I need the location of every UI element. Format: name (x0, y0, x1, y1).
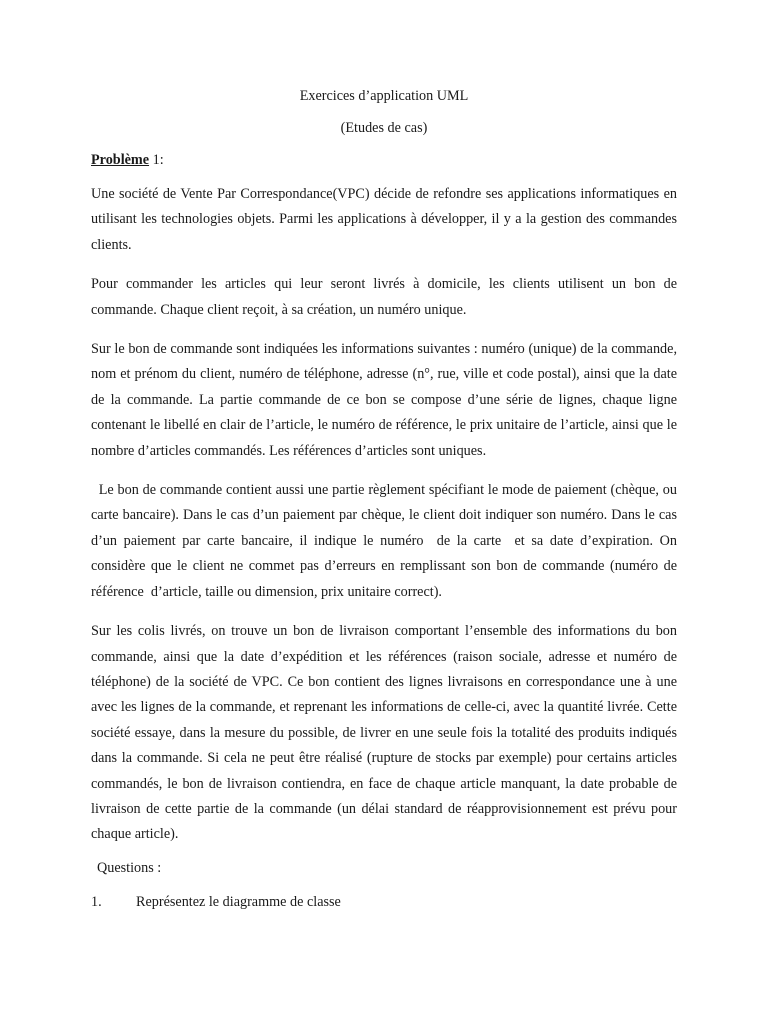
document-page (91, 86, 681, 912)
question-item (91, 892, 677, 912)
question-text: Représentez le diagramme de classe (136, 893, 341, 910)
paragraph: Sur le bon de commande sont indiquées les informations suivantes : numéro (unique) de la commande, nom et prénom du client, numéro de téléphone, adresse (n°, rue, ville et code postal), ainsi que la date de la commande. La partie commande de ce bon se compose d’une série de lignes, chaque ligne contenant le libellé en clair de l’article, le numéro de référence, le prix unitaire de l’article, ainsi que le nombre d’articles commandés. Les références d’articles sont uniques. (91, 341, 677, 459)
problem-number: 1: (149, 152, 164, 168)
paragraph: Le bon de commande contient aussi une partie règlement spécifiant le mode de paiement (chèque, ou carte bancaire). Dans le cas d’un paiement par chèque, le client doit indiquer son numéro. Dans le cas d’un paiement par carte bancaire, il indique le numéro de la carte et sa date d’expiration. On considère que le client ne commet pas d’erreurs en remplissant son bon de commande (numéro de référence d’article, taille ou dimension, prix unitaire correct). (91, 482, 681, 600)
document-subtitle: (Etudes de cas) (340, 120, 428, 136)
questions-label: Questions : (97, 859, 162, 876)
problem-label: Problème (91, 152, 150, 168)
paragraph: Une société de Vente Par Correspondance(VPC) décide de refondre ses applications informatiques en utilisant les technologies objets. Parmi les applications à développer, il y a la gestion des commandes clients. (91, 186, 677, 253)
paragraph: Pour commander les articles qui leur seront livrés à domicile, les clients utilisent un bon de commande. Chaque client reçoit, à sa création, un numéro unique. (91, 276, 677, 318)
document-title: Exercices d’application UML (299, 88, 469, 104)
question-number: 1. (91, 893, 102, 910)
paragraph: Sur les colis livrés, on trouve un bon de livraison comportant l’ensemble des informations du bon commande, ainsi que la date d’expédition et les références (raison sociale, adresse et numéro de téléphone) de la société de VPC. Ce bon contient des lignes livraisons en correspondance une à une avec les lignes de la commande, et reprenant les informations de celle-ci, avec la quantité livrée. Cette société essaye, dans la mesure du possible, de livrer en une seule fois la totalité des produits indiqués dans la commande. Si cela ne peut être réalisé (rupture de stocks par exemple) pour certains articles commandés, le bon de livraison contiendra, en face de chaque article manquant, la date probable de livraison de cette partie de la commande (un délai standard de réapprovisionnement est prévu pour chaque article). (91, 623, 677, 843)
problem-heading (91, 150, 677, 170)
